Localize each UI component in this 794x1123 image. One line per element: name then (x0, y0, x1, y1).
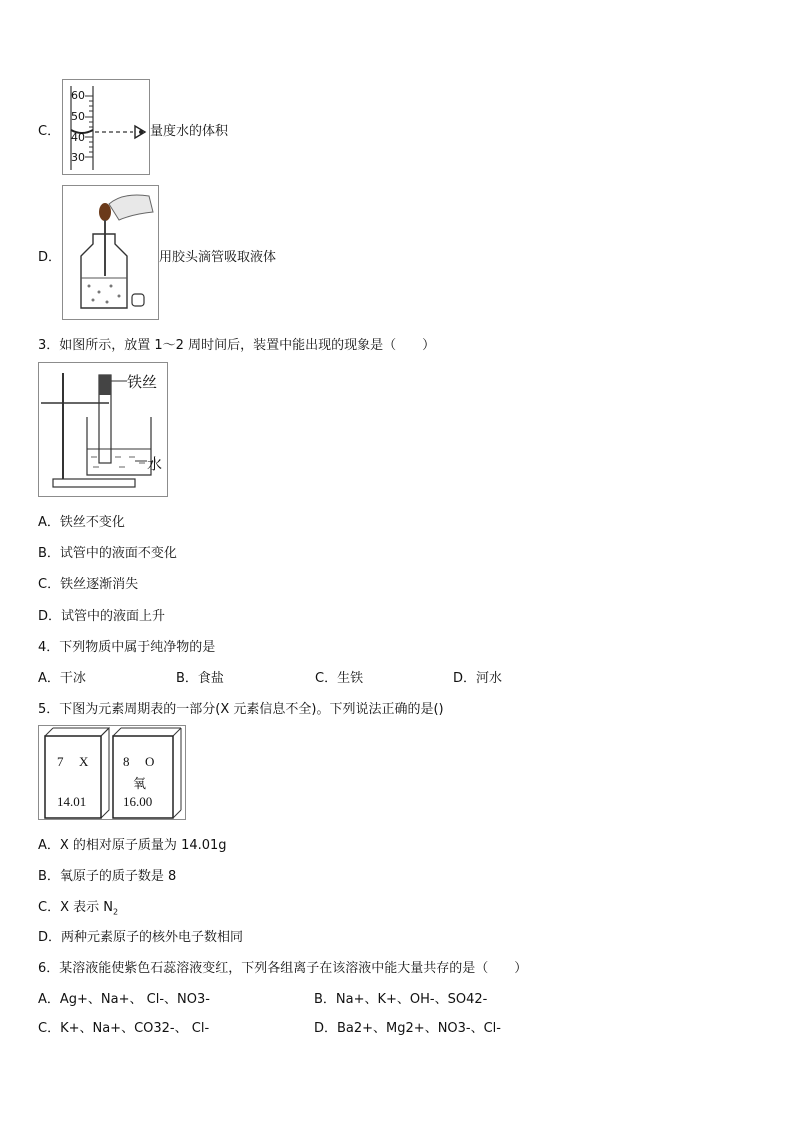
cell-o-mass: 16.00 (123, 794, 153, 809)
q3-option-a: A．铁丝不变化 (38, 515, 125, 530)
dropper-bottle-drawing (63, 186, 158, 319)
label-water: 水 (147, 455, 163, 473)
q4-stem: 4．下列物质中属于纯净物的是 (38, 640, 216, 655)
cell-o-number: 8 (123, 754, 130, 769)
cell-o-symbol: O (145, 754, 155, 769)
label-iron-wire: 铁丝 (127, 373, 158, 391)
q5-option-c (38, 896, 118, 917)
q2-option-d-label: D． (38, 250, 62, 265)
tick-label-50: 50 (71, 110, 85, 123)
q4-option-b: B．食盐 (176, 671, 224, 686)
periodic-table-fragment (38, 725, 186, 820)
q5-stem: 5．下图为元素周期表的一部分(X 元素信息不全)。下列说法正确的是() (38, 702, 444, 717)
iron-wire-apparatus-figure (38, 362, 168, 497)
graduated-cylinder-figure (62, 79, 150, 175)
q3-option-d: D．试管中的液面上升 (38, 609, 166, 624)
tick-label-30: 30 (71, 151, 85, 164)
q6-option-b: B．Na+、K+、OH-、SO42- (314, 992, 488, 1007)
cell-x-number: 7 (57, 754, 64, 769)
q4-option-d: D．河水 (453, 671, 503, 686)
dropper-bottle-figure (62, 185, 159, 320)
q4-option-c: C．生铁 (315, 671, 364, 686)
cell-x-mass: 14.01 (57, 794, 87, 809)
q6-option-d: D．Ba2+、Mg2+、NO3-、Cl- (314, 1021, 501, 1036)
cell-x-symbol: X (79, 754, 89, 769)
q6-option-a: A．Ag+、Na+、 Cl-、NO3- (38, 992, 210, 1007)
q5-option-d: D．两种元素原子的核外电子数相同 (38, 930, 244, 945)
q5-option-c-text: C．X 表示 N (38, 900, 113, 915)
q3-stem: 3．如图所示，放置 1～2 周时间后，装置中能出现的现象是（ ） (38, 338, 436, 353)
q2-option-c-label: C． (38, 124, 61, 139)
q5-option-a: A．X 的相对原子质量为 14.01g (38, 838, 227, 853)
cell-o-name: 氧 (133, 777, 147, 792)
q2-option-c-text: 量度水的体积 (150, 124, 229, 139)
q6-stem: 6．某溶液能使紫色石蕊溶液变红，下列各组离子在该溶液中能大量共存的是（ ） (38, 961, 528, 976)
q2-option-d-text: 用胶头滴管吸取液体 (159, 250, 277, 265)
tick-label-40: 40 (71, 131, 85, 144)
q4-option-a: A．干冰 (38, 671, 86, 686)
tick-label-60: 60 (71, 89, 85, 102)
q3-option-c: C．铁丝逐渐消失 (38, 577, 139, 592)
q5-option-c-subscript: 2 (112, 907, 119, 917)
q3-option-b: B．试管中的液面不变化 (38, 546, 177, 561)
q6-option-c: C．K+、Na+、CO32-、 Cl- (38, 1021, 210, 1036)
q5-option-b: B．氧原子的质子数是 8 (38, 869, 177, 884)
